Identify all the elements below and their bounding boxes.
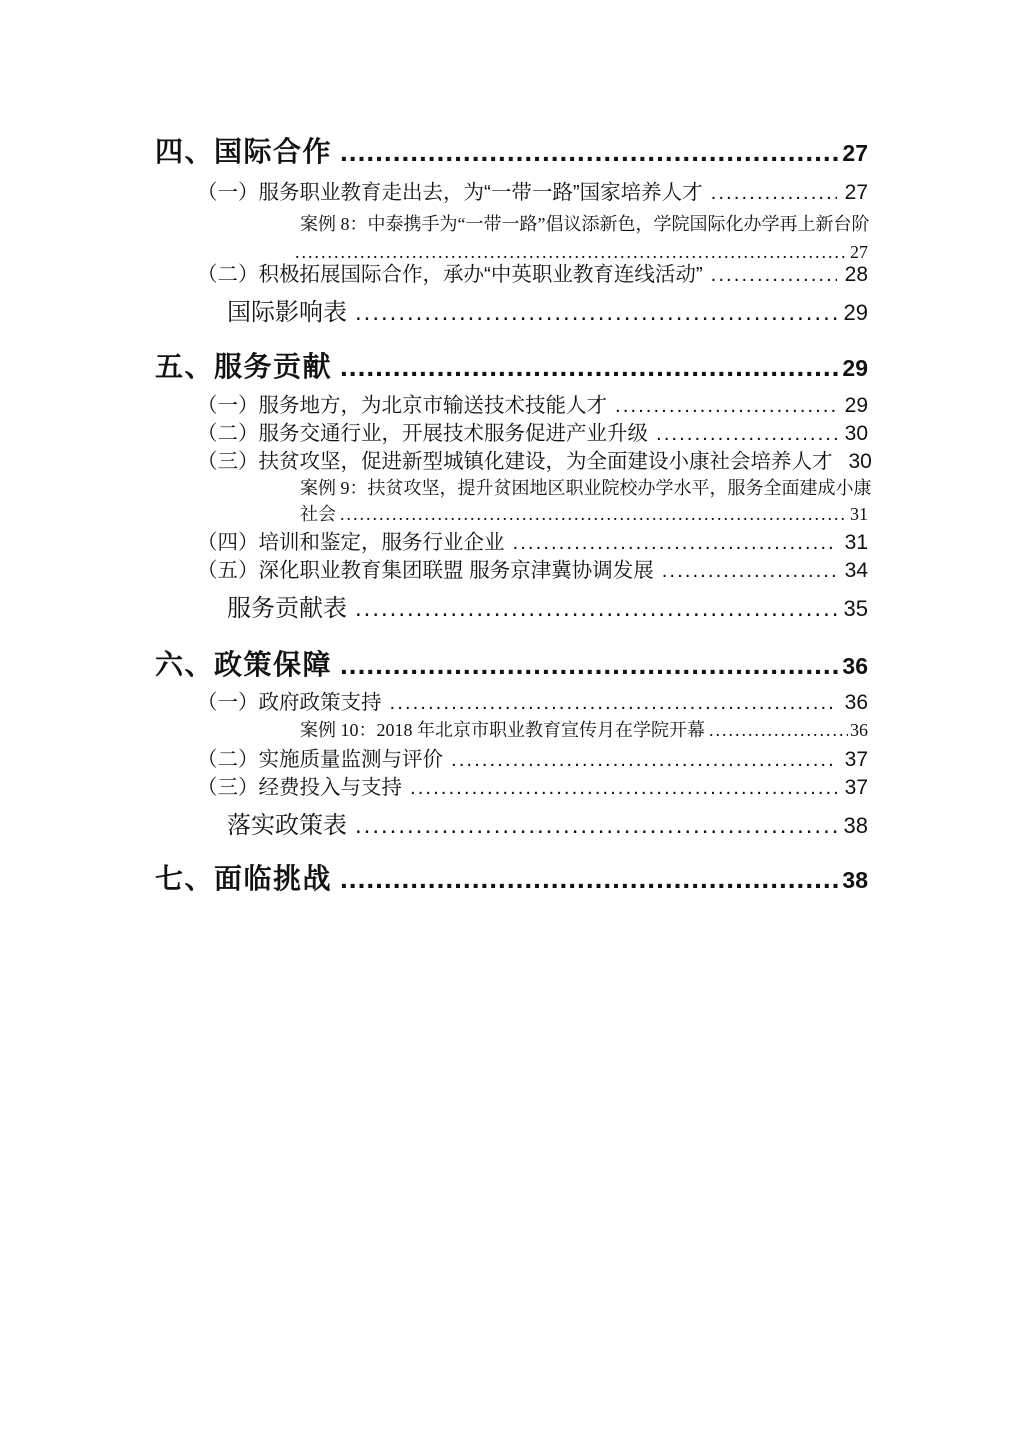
toc-entry-title: （三）经费投入与支持	[197, 776, 402, 799]
toc-page-number: 31	[850, 504, 868, 524]
toc-page-number: 29	[844, 394, 868, 417]
toc-entry-chapter-5[interactable]	[155, 351, 868, 383]
dot-leader	[662, 559, 837, 583]
dot-leader	[410, 776, 837, 800]
toc-entry-title: （一）政府政策支持	[197, 691, 382, 714]
toc-page-number: 27	[850, 242, 868, 262]
toc-entry-6-3[interactable]	[197, 776, 868, 800]
toc-entry-case-10[interactable]	[300, 720, 868, 741]
toc-page-number: 37	[844, 748, 868, 771]
toc-entry-4-1[interactable]	[197, 181, 868, 205]
dot-leader	[451, 748, 837, 772]
toc-entry-title: 案例 8：中泰携手为“一带一路”倡议添新色，学院国际化办学再上新台阶	[300, 214, 870, 234]
toc-entry-5-2[interactable]	[197, 422, 868, 446]
toc-page-number: 29	[843, 300, 868, 325]
toc-entry-title: （二）积极拓展国际合作，承办“中英职业教育连线活动”	[197, 263, 703, 286]
dot-leader	[340, 649, 839, 681]
toc-entry-6-1[interactable]	[197, 691, 868, 715]
toc-entry-title: 国际影响表	[227, 299, 347, 326]
toc-entry-title: 七、面临挑战	[155, 863, 333, 894]
dot-leader	[711, 263, 837, 287]
toc-entry-title: 案例 10：2018 年北京市职业教育宣传月在学院开幕	[300, 720, 705, 740]
toc-page-number: 36	[850, 720, 868, 740]
toc-entry-title: 落实政策表	[227, 812, 347, 839]
toc-entry-chapter-7[interactable]	[155, 863, 868, 895]
toc-page-number: 28	[844, 263, 868, 286]
dot-leader	[295, 242, 848, 263]
dot-leader	[709, 720, 848, 741]
toc-entry-6-2[interactable]	[197, 748, 868, 772]
dot-leader	[340, 504, 848, 525]
toc-page-number: 29	[842, 355, 868, 381]
toc-entry-table-policy-implementation[interactable]	[227, 812, 868, 840]
toc-entry-table-service-contribution[interactable]	[227, 595, 868, 623]
dot-leader	[340, 351, 839, 383]
toc-page-number: 30	[848, 450, 872, 473]
toc-page-number: 38	[843, 813, 868, 838]
dot-leader	[340, 863, 839, 895]
toc-entry-title: 六、政策保障	[155, 649, 333, 680]
toc-entry-table-international-impact[interactable]	[227, 299, 868, 327]
dot-leader	[355, 812, 840, 840]
toc-page-number: 27	[844, 181, 868, 204]
dot-leader	[355, 595, 840, 623]
toc-page-number: 37	[844, 776, 868, 799]
toc-entry-chapter-6[interactable]	[155, 649, 868, 681]
toc-page-number: 31	[844, 531, 868, 554]
toc-entry-chapter-4[interactable]	[155, 136, 868, 168]
dot-leader	[355, 299, 840, 327]
dot-leader	[615, 394, 837, 418]
toc-entry-title: 案例 9：扶贫攻坚，提升贫困地区职业院校办学水平，服务全面建成小康	[300, 478, 872, 498]
toc-entry-title: （四）培训和鉴定，服务行业企业	[197, 531, 505, 554]
toc-entry-title: （五）深化职业教育集团联盟 服务京津冀协调发展	[197, 559, 654, 582]
toc-entry-4-2[interactable]	[197, 263, 868, 287]
toc-entry-5-4[interactable]	[197, 531, 868, 555]
toc-page-number: 35	[843, 596, 868, 621]
toc-entry-title: 社会	[300, 504, 336, 524]
toc-entry-case-8-leader[interactable]	[295, 242, 868, 263]
toc-entry-title: （一）服务职业教育走出去，为“一带一路”国家培养人才	[197, 181, 703, 204]
toc-entry-title: 服务贡献表	[227, 595, 347, 622]
toc-entry-5-5[interactable]	[197, 559, 868, 583]
toc-entry-5-3[interactable]	[197, 450, 872, 474]
dot-leader	[656, 422, 837, 446]
toc-page-number: 30	[844, 422, 868, 445]
toc-page-number: 38	[842, 867, 868, 893]
dot-leader	[340, 136, 839, 168]
toc-page-number: 34	[844, 559, 868, 582]
toc-entry-title: （二）实施质量监测与评价	[197, 748, 443, 771]
dot-leader	[390, 691, 837, 715]
toc-page-number: 36	[844, 691, 868, 714]
toc-page-number: 27	[842, 140, 868, 166]
toc-entry-title: 五、服务贡献	[155, 351, 333, 382]
toc-entry-case-9-line2[interactable]	[300, 504, 868, 525]
toc-page-number: 36	[842, 653, 868, 679]
toc-entry-title: 四、国际合作	[155, 136, 333, 167]
toc-entry-title: （二）服务交通行业，开展技术服务促进产业升级	[197, 422, 648, 445]
toc-entry-title: （三）扶贫攻坚，促进新型城镇化建设，为全面建设小康社会培养人才	[197, 450, 833, 473]
toc-entry-case-9-line1[interactable]	[300, 478, 884, 499]
toc-entry-5-1[interactable]	[197, 394, 868, 418]
dot-leader	[711, 181, 837, 205]
toc-entry-case-8-line1[interactable]	[300, 214, 884, 235]
toc-entry-title: （一）服务地方，为北京市输送技术技能人才	[197, 394, 607, 417]
dot-leader	[513, 531, 837, 555]
